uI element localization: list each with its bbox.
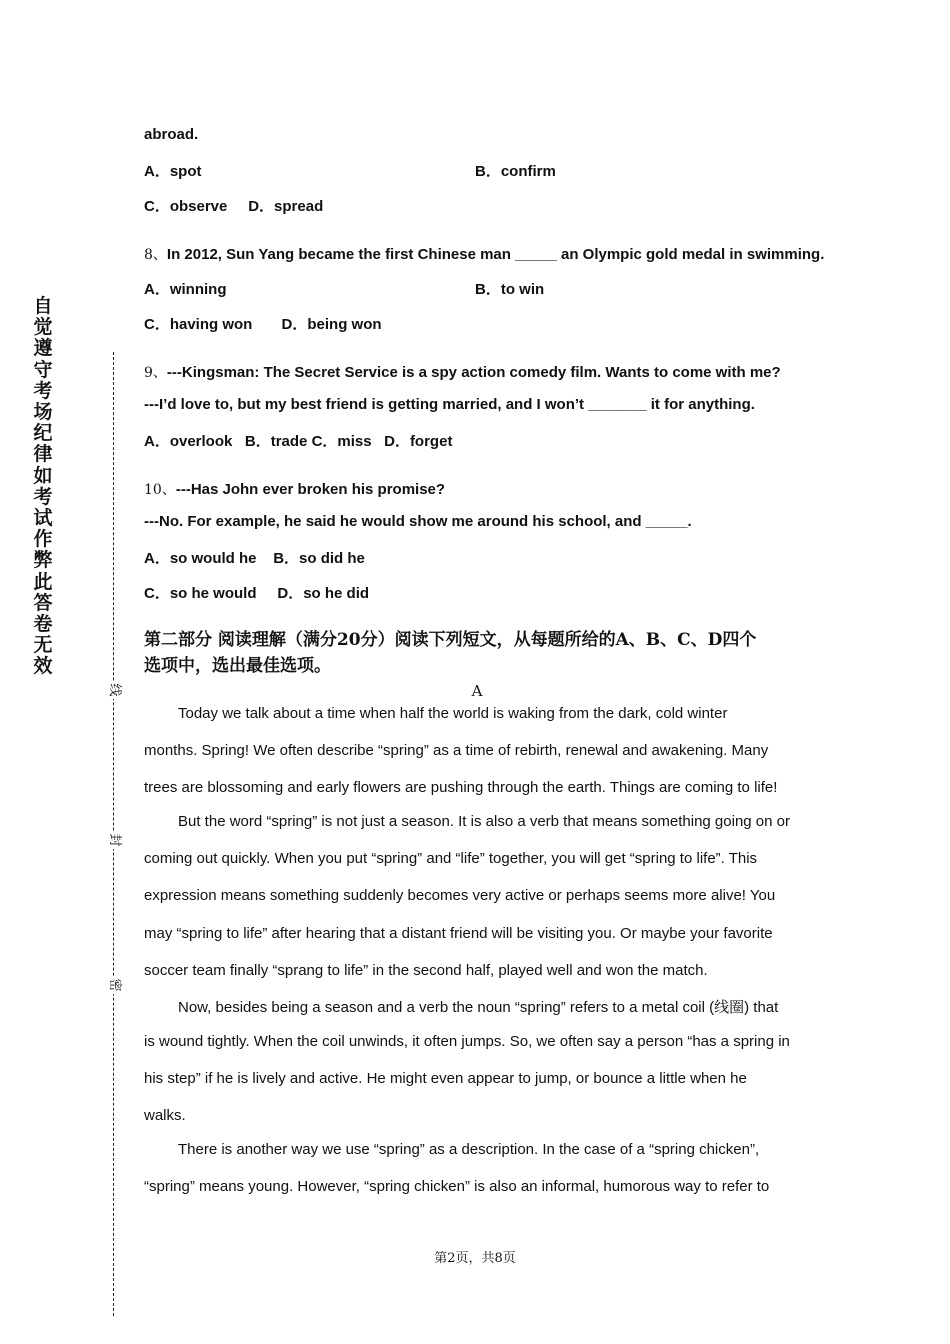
section-heading <box>144 627 810 679</box>
q7-option-d: D．spread <box>248 198 324 215</box>
q9-number: 9、 <box>144 365 167 381</box>
q7-stem-tail: abroad. <box>144 126 199 143</box>
paragraph-line: his step” if he is lively and active. He might even appear to jump, or bounce a little when he <box>144 1070 747 1087</box>
q10-option-a: A．so would he <box>144 550 257 567</box>
q9-options <box>144 430 452 451</box>
q8-options-row2 <box>144 313 382 334</box>
paragraph-line: months. Spring! We often describe “spring” as a time of rebirth, renewal and awakening. Many <box>144 742 769 759</box>
q10-option-b: B．so did he <box>273 550 365 567</box>
q8-text: In 2012, Sun Yang became the first Chinese man _____ an Olympic gold medal in swimming. <box>166 246 825 263</box>
q7-options-row1 <box>144 160 810 181</box>
paragraph-line: walks. <box>144 1107 186 1124</box>
paragraph-line: expression means something suddenly becomes very active or perhaps seems more alive! You <box>144 887 776 904</box>
paragraph-line: Now, besides being a season and a verb the noun “spring” refers to a metal coil (线圈) that <box>178 999 779 1016</box>
q10-option-c: C．so he would <box>144 585 257 602</box>
page-footer: 第2页，共8页 <box>434 1251 516 1266</box>
q10-stem-line2: ---No. For example, he said he would show me around his school, and _____. <box>144 513 692 530</box>
q9-option-a: A．overlook <box>144 433 233 450</box>
q8-option-c: C．having won <box>144 316 253 333</box>
q9-option-b: B．trade <box>244 433 308 450</box>
q9-stem-line1 <box>144 362 781 382</box>
q7-options-row2 <box>144 195 323 216</box>
paragraph-line: coming out quickly. When you put “spring” and “life” together, you will get “spring to life”. This <box>144 850 758 867</box>
paragraph-line: trees are blossoming and early flowers are pushing through the earth. Things are coming to life! <box>144 779 778 796</box>
paragraph-line: is wound tightly. When the coil unwinds, it often jumps. So, we often say a person “has a spring in <box>144 1033 790 1050</box>
q10-text1: ---Has John ever broken his promise? <box>175 481 446 498</box>
q9-option-d: D．forget <box>384 433 453 450</box>
q8-options-row1 <box>144 278 810 299</box>
section-heading-line2: 选项中，选出最佳选项。 <box>144 656 331 676</box>
q9-option-c: C．miss <box>311 433 372 450</box>
q8-stem <box>144 244 824 264</box>
binding-mark-seal: 封 <box>105 831 123 849</box>
q8-option-d: D．being won <box>281 316 382 333</box>
passage-title: A <box>471 682 483 700</box>
paragraph-line: But the word “spring” is not just a season. It is also a verb that means something going on or <box>178 813 790 830</box>
paragraph-line: There is another way we use “spring” as a description. In the case of a “spring chicken”, <box>178 1141 760 1158</box>
q7-option-a: A．spot <box>144 163 202 180</box>
q9-text1: ---Kingsman: The Secret Service is a spy action comedy film. Wants to come with me? <box>166 364 781 381</box>
paragraph-line: Today we talk about a time when half the world is waking from the dark, cold winter <box>178 705 728 722</box>
paragraph-line: soccer team finally “sprang to life” in the second half, played well and won the match. <box>144 962 708 979</box>
q10-number: 10、 <box>144 482 176 498</box>
q8-option-a: A．winning <box>144 281 227 298</box>
q8-option-b: B．to win <box>475 281 545 298</box>
binding-mark-secret: 密 <box>105 976 123 994</box>
exam-discipline-warning: 自觉遵守考场纪律如考试作弊此答卷无效 <box>33 295 53 678</box>
section-heading-line1: 第二部分 阅读理解（满分20分）阅读下列短文，从每题所给的A、B、C、D四个 <box>144 630 757 650</box>
paragraph-line: “spring” means young. However, “spring chicken” is also an informal, humorous way to refer to <box>144 1178 770 1195</box>
q8-number: 8、 <box>144 247 167 263</box>
q10-option-d: D．so he did <box>277 585 370 602</box>
q7-option-c: C．observe <box>144 198 228 215</box>
paragraph-line: may “spring to life” after hearing that a distant friend will be visiting you. Or maybe your favorite <box>144 925 773 942</box>
q7-option-b: B．confirm <box>475 163 556 180</box>
q10-options-row1 <box>144 547 365 568</box>
q9-stem-line2: ---I’d love to, but my best friend is getting married, and I won’t _______ it for anything. <box>144 396 755 413</box>
q10-stem-line1 <box>144 479 445 499</box>
q10-options-row2 <box>144 582 369 603</box>
binding-mark-line: 线 <box>105 681 123 699</box>
